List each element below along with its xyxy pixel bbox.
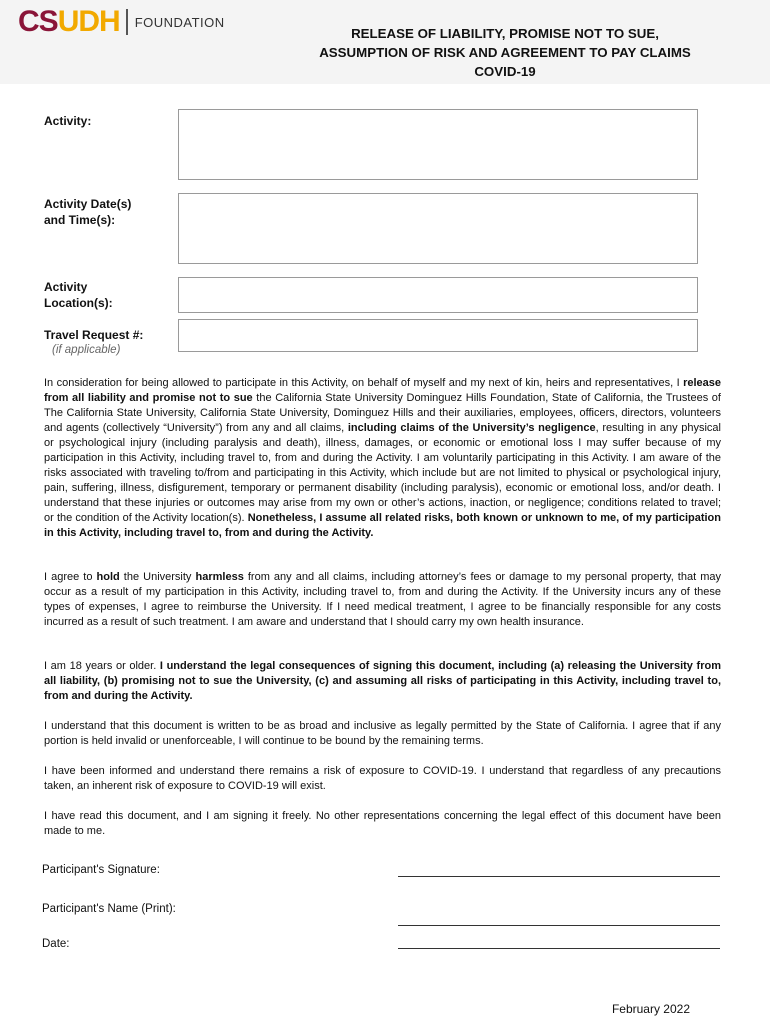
p2-text-e: from any and all claims, including attorney’s fees or damage to my personal property, that may occur as a result of my participation in this Activity, including travel to, from and during the Activity. If the University incurs any of these types of expenses, I agree to reimburse the University. If I need medical treatment, I agree to be financially responsible for any costs incurred as a result of such treatment. I am aware and understand that I should carry my own health insurance.: [44, 571, 721, 628]
activity-dates-label-line-1: Activity Date(s): [44, 197, 132, 211]
activity-location-label: [44, 279, 113, 311]
p3-bold-consequences: I understand the legal consequences of signing this document, including (a) releasing the University from all liability, (b) promising not to sue the University, (c) and assuming all risks of participating in this Activity, including travel to, from and during the Activity.: [44, 660, 721, 702]
print-name-label: Participant's Name (Print):: [42, 903, 176, 915]
signature-line[interactable]: [398, 876, 720, 877]
p2-text-a: I agree to: [44, 571, 97, 583]
release-paragraph: [44, 376, 721, 541]
signature-label: Participant's Signature:: [42, 864, 160, 876]
legal-consequences-paragraph: [44, 659, 721, 704]
p1-text-e: , resulting in any physical or psychological injury (including paralysis and death), illness, damages, or economic or emotional loss I may suffer because of my participation in this Activity, including travel to, from and during the Activity. I am voluntarily participating in this Activity. I am aware of the risks associated with traveling to/from and participating in this Activity, which include but are not limited to physical or psychological injury, pain, suffering, illness, disfigurement, temporary or permanent disability (including paralysis), economic or emotional loss, and/or death. I understand that these injuries or outcomes may arise from my own or other’s actions, inaction, or negligence; conditions related to travel; or the condition of the Activity location(s).: [44, 422, 721, 524]
activity-location-label-line-1: Activity: [44, 280, 88, 294]
broad-inclusive-paragraph: I understand that this document is written to be as broad and inclusive as legally permitted by the State of California. I agree that if any portion is held invalid or unenforceable, I will continue to be bound by the remaining terms.: [44, 720, 721, 747]
activity-dates-label: [44, 196, 131, 228]
activity-location-field[interactable]: [178, 277, 698, 313]
p1-bold-release: release from all liability and promise not to sue: [44, 377, 721, 404]
p2-bold-hold: hold: [96, 571, 120, 583]
logo-foundation-text: FOUNDATION: [134, 14, 225, 30]
activity-label: Activity:: [44, 114, 92, 128]
date-line[interactable]: [398, 948, 720, 949]
p3-text-a: I am 18 years or older.: [44, 660, 160, 672]
footer-revision-date: February 2022: [611, 1002, 690, 1016]
p1-text-c: the California State University Dominguez Hills Foundation, State of California, the Trustees of The California State University, California State University, Dominguez Hills and their auxiliaries, employees, officers, directors, volunteers and agents (collectively “University”) from any and all claims,: [44, 392, 721, 434]
covid-risk-paragraph: I have been informed and understand there remains a risk of exposure to COVID-19. I understand that regardless of any precautions taken, an inherent risk of exposure to COVID-19 will exist.: [44, 765, 721, 792]
travel-request-field[interactable]: [178, 319, 698, 352]
activity-location-label-line-2: Location(s):: [44, 296, 113, 310]
date-label: Date:: [42, 938, 70, 950]
hold-harmless-paragraph: [44, 570, 721, 630]
activity-dates-field[interactable]: [178, 193, 698, 264]
travel-request-label: Travel Request #:: [44, 328, 144, 342]
title-line-3: COVID-19: [474, 64, 536, 79]
p2-bold-harmless: harmless: [195, 571, 244, 583]
signing-freely-paragraph: I have read this document, and I am signing it freely. No other representations concerning the legal effect of this document have been made to me.: [44, 810, 721, 837]
logo-udh: UDH: [57, 5, 120, 38]
title-line-2: ASSUMPTION OF RISK AND AGREEMENT TO PAY CLAIMS: [319, 45, 691, 60]
logo-mark: [18, 6, 120, 38]
p1-bold-negligence: including claims of the University’s negligence: [347, 422, 596, 434]
p2-text-c: the University: [119, 571, 196, 583]
document-title: [270, 24, 740, 81]
activity-dates-label-line-2: and Time(s):: [44, 213, 116, 227]
title-line-1: RELEASE OF LIABILITY, PROMISE NOT TO SUE,: [351, 26, 659, 41]
csudh-foundation-logo: [18, 6, 225, 38]
p1-bold-assume-risks: Nonetheless, I assume all related risks, both known or unknown to me, of my participation in this Activity, including travel to, from and during the Activity.: [44, 512, 721, 539]
print-name-line[interactable]: [398, 925, 720, 926]
activity-field[interactable]: [178, 109, 698, 180]
p1-text-a: In consideration for being allowed to participate in this Activity, on behalf of myself and my next of kin, heirs and representatives, I: [44, 377, 684, 389]
logo-cs: CS: [18, 5, 58, 38]
travel-request-note: (if applicable): [52, 344, 121, 356]
logo-divider: [126, 9, 128, 35]
